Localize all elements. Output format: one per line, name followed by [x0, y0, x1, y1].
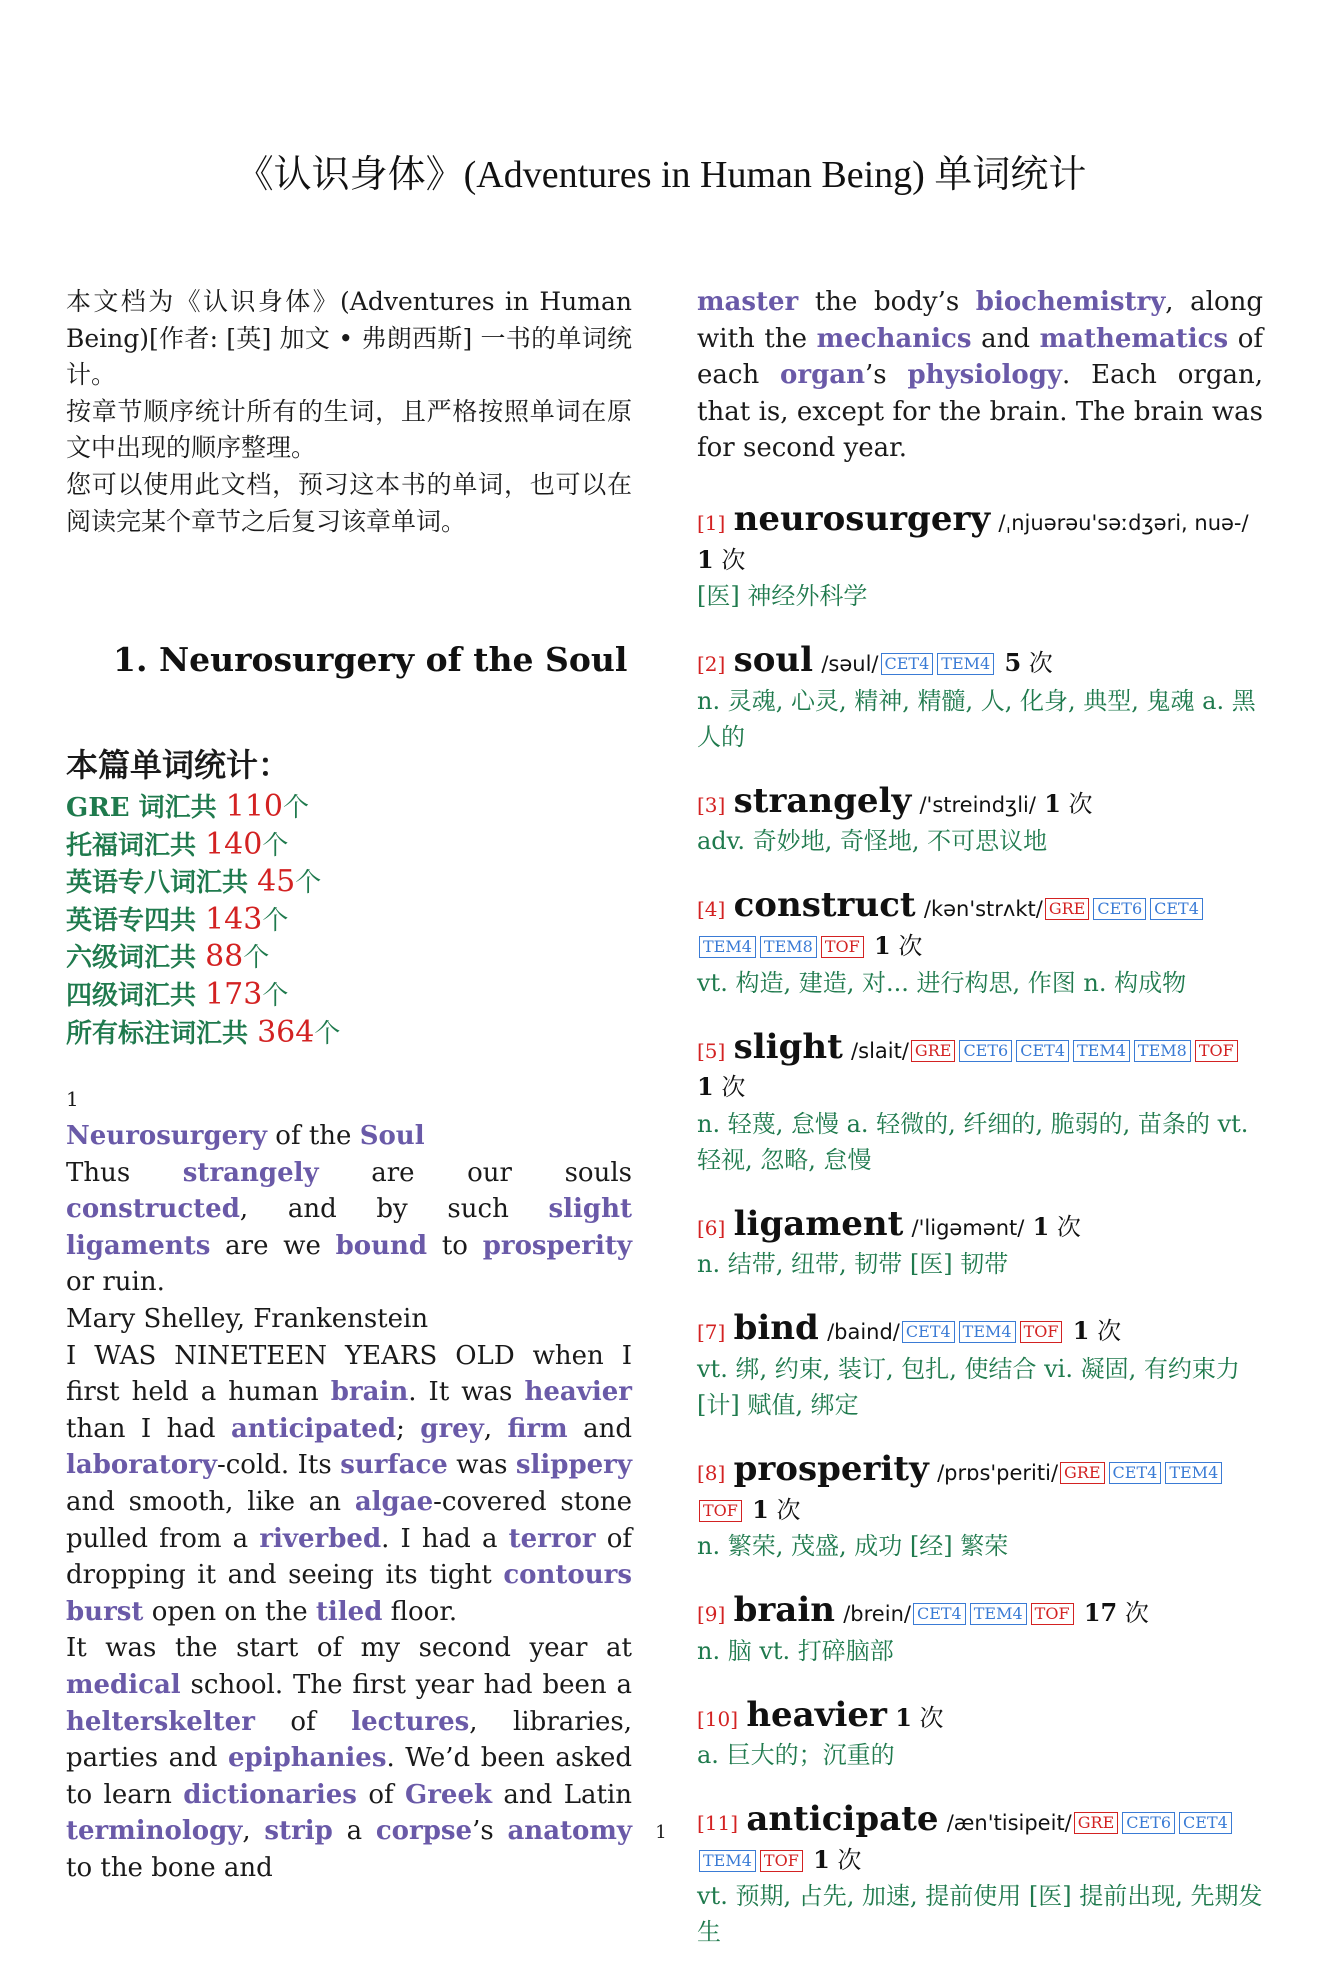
entry-phonetic: /brein/ [843, 1602, 911, 1627]
entry-word: neurosurgery [733, 498, 991, 539]
stat-value: 88 [205, 939, 244, 975]
vocab-entry [697, 1203, 1263, 1283]
stat-row [66, 789, 340, 827]
count-unit: 次 [890, 931, 923, 960]
entry-word: brain [733, 1590, 835, 1631]
entry-definition: vt. 构造, 建造, 对... 进行构思, 作图 n. 构成物 [697, 968, 1187, 997]
text-run: and [567, 1413, 632, 1444]
vocab-entry [697, 1694, 1263, 1774]
exam-tag: CET4 [1179, 1812, 1232, 1834]
exam-tag: GRE [1060, 1462, 1105, 1484]
count-number: 1 [697, 1072, 714, 1102]
exam-tag: TEM4 [937, 653, 994, 675]
chapter-number: 1 [66, 1087, 79, 1111]
stat-unit: 个 [262, 905, 289, 936]
count-unit: 次 [1117, 1599, 1149, 1628]
entry-count [697, 546, 745, 574]
entry-header [697, 1694, 1263, 1738]
page-number: 1 [655, 1822, 667, 1843]
entry-header [697, 887, 1263, 964]
entry-header [697, 1203, 1263, 1247]
highlighted-word: physiology [907, 360, 1063, 391]
entry-index: [7] [697, 1320, 726, 1345]
entry-definition: n. 轻蔑, 怠慢 a. 轻微的, 纤细的, 脆弱的, 苗条的 vt. 轻视, 忽略, 怠慢 [697, 1109, 1249, 1174]
exam-tag: CET4 [1150, 898, 1203, 920]
text-run: of [356, 1779, 406, 1810]
count-number: 1 [752, 1494, 769, 1524]
text-run: of [254, 1706, 352, 1737]
highlighted-word: biochemistry [975, 287, 1166, 317]
entry-count [697, 1073, 745, 1101]
stat-unit: 个 [314, 1018, 341, 1049]
stat-row [66, 827, 340, 865]
entry-definition: n. 结带, 纽带, 韧带 [医] 韧带 [697, 1250, 1009, 1279]
exam-tag: TEM4 [970, 1603, 1027, 1625]
exam-tag: CET6 [959, 1040, 1012, 1062]
exam-tag: TEM4 [699, 936, 756, 958]
highlighted-word: helterskelter [66, 1706, 255, 1737]
stat-row [66, 977, 340, 1015]
text-run: I WAS NINETEEN YEARS OLD when I first held a human [66, 1340, 632, 1408]
stat-unit: 个 [243, 943, 270, 974]
section-title: 1. Neurosurgery of the Soul [113, 640, 628, 679]
stat-value: 143 [205, 901, 263, 937]
vocab-entry [697, 887, 1263, 1000]
entry-word: slight [733, 1026, 843, 1067]
vocab-entry [697, 1310, 1263, 1423]
text-run: . It was [408, 1377, 525, 1408]
text-run: a [332, 1816, 376, 1847]
entry-definition: a. 巨大的；沉重的 [697, 1741, 895, 1770]
stat-value: 364 [257, 1014, 315, 1050]
text-run: -covered stone pulled from a [66, 1486, 633, 1554]
text-run: or ruin. [66, 1267, 165, 1298]
entry-word: construct [733, 885, 916, 926]
highlighted-word: Neurosurgery [66, 1121, 268, 1151]
entry-header [697, 1592, 1263, 1633]
text-run: Thus [66, 1157, 183, 1188]
highlighted-word: Greek [405, 1779, 493, 1810]
exam-tag: CET4 [881, 653, 934, 675]
entry-word: heavier [746, 1694, 887, 1735]
entry-index: [2] [697, 652, 726, 677]
count-number: 1 [895, 1702, 912, 1732]
chapter-text [66, 1084, 632, 1886]
vocab-column [697, 284, 1263, 1978]
entry-definition: n. 繁荣, 茂盛, 成功 [经] 繁荣 [697, 1532, 1009, 1561]
stat-label: 四级词汇共 [66, 980, 206, 1011]
text-run: and Latin [492, 1779, 633, 1810]
text-run: , and by such [239, 1194, 549, 1225]
stats-rows [66, 789, 340, 1052]
highlighted-word: mathematics [1039, 323, 1229, 354]
intro-column [66, 284, 632, 540]
text-run: floor. [382, 1596, 458, 1627]
entry-phonetic: /baind/ [827, 1320, 900, 1345]
entry-phonetic: /ˌnjuərəu'səːdʒəri, nuə-/ [998, 510, 1249, 535]
highlighted-word: epiphanies [228, 1743, 387, 1774]
entry-definition: [医] 神经外科学 [697, 582, 868, 611]
highlighted-word: grey [420, 1413, 484, 1444]
vocab-entry [697, 1026, 1263, 1178]
entry-phonetic: /æn'tisipeit/ [946, 1811, 1072, 1836]
highlighted-word: bound [335, 1230, 428, 1261]
count-unit: 次 [1049, 1212, 1081, 1241]
text-run: ’s [865, 360, 908, 391]
entry-phonetic: /prɒs'periti/ [937, 1460, 1059, 1485]
entry-word: strangely [733, 780, 912, 821]
text-run: ’s [472, 1816, 508, 1847]
count-unit: 次 [1060, 789, 1093, 818]
text-run: of the [267, 1121, 360, 1151]
exam-tag: TEM4 [959, 1321, 1016, 1343]
exam-tag: GRE [1074, 1812, 1119, 1834]
text-run: to [427, 1230, 483, 1261]
highlighted-word: strip [264, 1816, 333, 1847]
highlighted-word: algae [354, 1486, 434, 1517]
story-paragraph-1 [66, 1338, 632, 1631]
text-run: . We’d been asked to learn [66, 1743, 632, 1810]
vocab-entry [697, 1592, 1263, 1669]
text-run: and [971, 323, 1040, 354]
text-run: -cold. Its [216, 1450, 341, 1481]
entry-word: anticipate [746, 1799, 939, 1840]
entry-header [697, 780, 1263, 824]
entry-word: prosperity [733, 1448, 929, 1489]
entry-count [1033, 1213, 1081, 1241]
entry-index: [1] [697, 510, 726, 535]
exam-tag: TEM4 [699, 1850, 756, 1872]
highlighted-word: contours [503, 1560, 632, 1591]
stat-value: 140 [205, 826, 263, 862]
exam-tag: TEM8 [1134, 1040, 1191, 1062]
exam-tag: GRE [911, 1040, 956, 1062]
entry-count [1044, 790, 1092, 818]
stats-heading: 本篇单词统计： [66, 746, 291, 784]
highlighted-word: strangely [182, 1157, 319, 1188]
exam-tag: TOF [1195, 1040, 1238, 1062]
entry-count [752, 1496, 800, 1524]
text-run: , along with the [697, 287, 1263, 354]
intro-paragraph-2: 按章节顺序统计所有的生词，且严格按照单词在原文中出现的顺序整理。 [66, 396, 632, 463]
entry-word: soul [733, 640, 814, 681]
story-continuation [697, 284, 1263, 467]
story-attribution: Mary Shelley, Frankenstein [66, 1303, 429, 1334]
stat-label: 英语专四共 [66, 905, 206, 936]
entry-header [697, 498, 1263, 578]
text-run: , libraries, parties and [66, 1706, 632, 1774]
highlighted-word: surface [340, 1450, 448, 1481]
highlighted-word: prosperity [482, 1230, 632, 1261]
entry-count [1084, 1599, 1149, 1627]
count-number: 1 [1044, 788, 1061, 818]
count-number: 17 [1083, 1598, 1118, 1628]
highlighted-word: brain [330, 1377, 409, 1408]
entry-phonetic: /'streindʒli/ [919, 792, 1036, 817]
vocab-entry [697, 642, 1263, 755]
entry-definition: n. 灵魂, 心灵, 精神, 精髓, 人, 化身, 典型, 鬼魂 a. 黑人的 [697, 686, 1256, 751]
entry-phonetic: /'ligəmənt/ [911, 1215, 1025, 1240]
highlighted-word: terror [508, 1523, 596, 1554]
highlighted-word: mechanics [816, 323, 972, 354]
entry-header [697, 1310, 1263, 1351]
highlighted-word: lectures [351, 1706, 470, 1737]
entry-count [874, 932, 922, 960]
count-unit: 次 [768, 1495, 801, 1524]
exam-tag: CET6 [1093, 898, 1146, 920]
exam-tag: TEM4 [1073, 1040, 1130, 1062]
vocab-entries [697, 498, 1263, 1951]
entry-index: [5] [697, 1038, 726, 1063]
entry-count [895, 1704, 943, 1732]
count-unit: 次 [829, 1845, 862, 1874]
highlighted-word: anticipated [230, 1413, 397, 1444]
highlighted-word: master [697, 287, 799, 317]
stat-row [66, 864, 340, 902]
entry-header [697, 1448, 1263, 1528]
count-number: 1 [1072, 1316, 1090, 1346]
highlighted-word: organ [780, 360, 866, 391]
vocab-entry [697, 780, 1263, 860]
entry-phonetic: /səul/ [821, 652, 879, 677]
exam-tag: CET6 [1122, 1812, 1175, 1834]
story-epigraph [66, 1155, 632, 1301]
text-run: and smooth, like an [66, 1486, 355, 1517]
text-run: the body’s [798, 287, 976, 317]
highlighted-word: medical [66, 1669, 181, 1700]
entry-index: [6] [697, 1215, 726, 1240]
entry-index: [8] [697, 1460, 726, 1485]
highlighted-word: terminology [66, 1816, 243, 1847]
count-unit: 次 [1021, 649, 1053, 678]
exam-tag: CET4 [913, 1603, 966, 1625]
entry-index: [9] [697, 1602, 726, 1627]
count-unit: 次 [1089, 1317, 1122, 1346]
exam-tag: CET4 [902, 1321, 955, 1343]
count-unit: 次 [911, 1703, 944, 1732]
entry-count [1073, 1317, 1121, 1345]
stat-unit: 个 [262, 980, 289, 1011]
entry-index: [4] [697, 897, 726, 922]
entry-index: [3] [697, 792, 726, 817]
highlighted-word: ligaments [66, 1230, 211, 1261]
stat-label: 六级词汇共 [66, 943, 206, 974]
count-number: 1 [813, 1844, 830, 1874]
text-run: , [242, 1816, 265, 1847]
highlighted-word: dictionaries [183, 1779, 357, 1810]
text-run: . Each organ, that is, except for the brain. The brain was for second year. [697, 360, 1263, 464]
highlighted-word: firm [507, 1413, 568, 1444]
stat-label: 所有标注词汇共 [66, 1018, 258, 1049]
story-paragraph-2 [66, 1630, 632, 1886]
exam-tag: TEM8 [760, 936, 817, 958]
chapter-word-stats [66, 743, 340, 1052]
entry-phonetic: /kən'strʌkt/ [923, 897, 1043, 922]
highlighted-word: slight [548, 1194, 632, 1225]
vocab-entry [697, 498, 1263, 614]
entry-phonetic: /slait/ [851, 1038, 909, 1063]
highlighted-word: riverbed [259, 1523, 382, 1554]
exam-tag: CET4 [1016, 1040, 1069, 1062]
text-run: are we [210, 1230, 336, 1261]
story-heading [66, 1118, 632, 1155]
entry-definition: vt. 绑, 约束, 装订, 包扎, 使结合 vi. 凝固, 有约束力 [计] 赋值, 绑定 [697, 1354, 1240, 1419]
text-run: . I had a [381, 1523, 509, 1554]
highlighted-word: constructed [66, 1194, 240, 1225]
entry-header [697, 642, 1263, 683]
intro-paragraph-3: 您可以使用此文档，预习这本书的单词，也可以在阅读完某个章节之后复习该章单词。 [66, 469, 632, 536]
stat-label: 托福词汇共 [66, 830, 206, 861]
highlighted-word: anatomy [507, 1816, 633, 1847]
highlighted-word: burst [66, 1596, 144, 1627]
text-run: It was the start of my second year at [66, 1633, 632, 1664]
entry-word: ligament [733, 1203, 904, 1244]
stat-value: 173 [205, 976, 263, 1012]
entry-definition: adv. 奇妙地, 奇怪地, 不可思议地 [697, 827, 1048, 856]
entry-index: [11] [697, 1811, 739, 1836]
document-title: 《认识身体》(Adventures in Human Being) 单词统计 [235, 154, 1087, 196]
stat-label: GRE 词汇共 [66, 793, 226, 823]
count-number: 5 [1004, 648, 1022, 678]
exam-tag: TOF [760, 1850, 803, 1872]
text-run: of dropping it and seeing its tight [66, 1523, 632, 1591]
exam-tag: GRE [1045, 898, 1090, 920]
entry-count [1004, 649, 1052, 677]
stat-value: 45 [257, 864, 296, 900]
stat-unit: 个 [295, 868, 322, 899]
text-run: of each [697, 323, 1264, 391]
count-number: 1 [1032, 1211, 1050, 1241]
stat-row [66, 939, 340, 977]
text-run: to the bone and [66, 1852, 273, 1883]
text-run: ; [396, 1413, 421, 1444]
text-run: open on the [143, 1596, 316, 1627]
count-number: 1 [874, 930, 891, 960]
exam-tag: TEM4 [1165, 1462, 1222, 1484]
stat-value: 110 [225, 789, 283, 824]
entry-header [697, 1026, 1263, 1106]
count-unit: 次 [713, 1073, 746, 1102]
count-unit: 次 [713, 545, 746, 574]
intro-paragraph-1: 本文档为《认识身体》(Adventures in Human Being)[作者: [英] 加文 • 弗朗西斯] 一书的单词统计。 [66, 287, 632, 390]
text-run: was [447, 1450, 516, 1481]
text-run: than I had [66, 1413, 231, 1444]
count-number: 1 [697, 544, 714, 574]
entry-definition: n. 脑 vt. 打碎脑部 [697, 1636, 894, 1665]
exam-tag: TOF [821, 936, 864, 958]
stat-unit: 个 [262, 830, 289, 861]
exam-tag: TOF [1020, 1321, 1063, 1343]
stat-label: 英语专八词汇共 [66, 868, 258, 899]
highlighted-word: corpse [375, 1816, 473, 1847]
entry-definition: vt. 预期, 占先, 加速, 提前使用 [医] 提前出现, 先期发生 [697, 1882, 1263, 1947]
highlighted-word: Soul [359, 1121, 425, 1151]
highlighted-word: heavier [524, 1377, 632, 1408]
stat-row [66, 1015, 340, 1053]
vocab-entry [697, 1448, 1263, 1564]
text-run: , [483, 1413, 508, 1444]
entry-index: [10] [697, 1706, 739, 1731]
entry-word: bind [733, 1308, 819, 1349]
text-run: school. The first year had been a [180, 1669, 632, 1700]
exam-tag: CET4 [1109, 1462, 1162, 1484]
highlighted-word: slippery [515, 1450, 632, 1481]
stat-unit: 个 [283, 793, 310, 823]
exam-tag: TOF [699, 1500, 742, 1522]
text-run: are our souls [318, 1157, 632, 1188]
highlighted-word: tiled [315, 1596, 383, 1627]
exam-tag: TOF [1031, 1603, 1074, 1625]
highlighted-word: laboratory [66, 1450, 217, 1481]
stat-row [66, 902, 340, 940]
